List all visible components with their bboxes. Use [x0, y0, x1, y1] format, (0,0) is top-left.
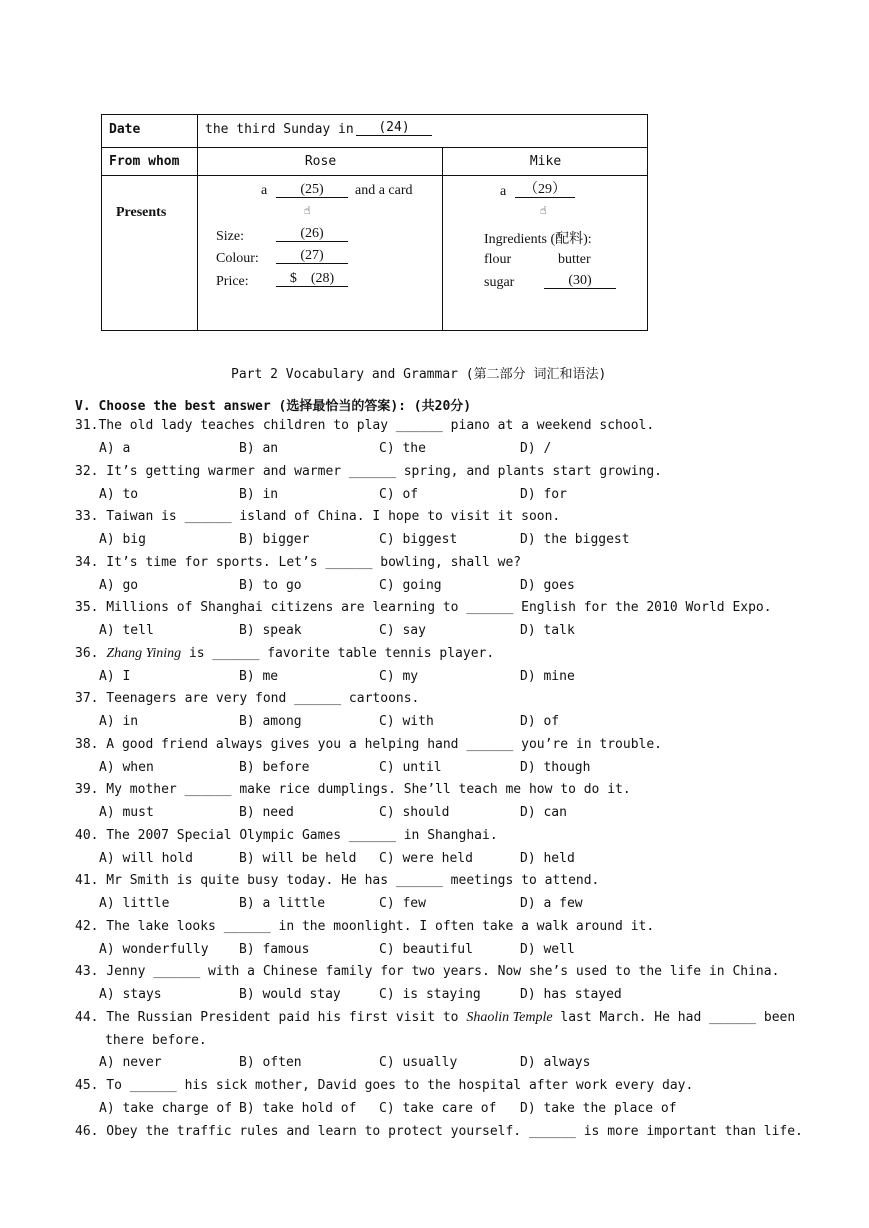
- option[interactable]: D) goes: [520, 578, 575, 593]
- question-44-text-a: 44. The Russian President paid his first visit to: [75, 1010, 467, 1025]
- mike-presents-cell: [443, 176, 648, 331]
- option[interactable]: D) take the place of: [520, 1101, 677, 1116]
- option[interactable]: B) before: [239, 760, 310, 775]
- option[interactable]: B) bigger: [239, 532, 310, 547]
- question-44-italic: Shaolin Temple: [466, 1010, 553, 1025]
- question: 37. Teenagers are very fond ______ cartoons.: [75, 691, 420, 706]
- blank-30: (30): [544, 274, 616, 289]
- option[interactable]: B) famous: [239, 942, 310, 957]
- option[interactable]: A) tell: [99, 623, 154, 638]
- question: [75, 646, 494, 662]
- option[interactable]: A) in: [99, 714, 139, 729]
- option[interactable]: D) has stayed: [520, 987, 622, 1002]
- option[interactable]: D) can: [520, 805, 567, 820]
- option[interactable]: B) take hold of: [239, 1101, 357, 1116]
- question: 34. It’s time for sports. Let’s ______ bowling, shall we?: [75, 555, 522, 570]
- option[interactable]: C) biggest: [379, 532, 458, 547]
- ingredient-sugar: sugar: [484, 275, 515, 290]
- option[interactable]: C) of: [379, 487, 419, 502]
- option[interactable]: A) I: [99, 669, 131, 684]
- blank-29: （29）: [515, 183, 575, 198]
- option[interactable]: D) well: [520, 942, 575, 957]
- question: 31.The old lady teaches children to play ______ piano at a weekend school.: [75, 418, 655, 433]
- from-rose: Rose: [304, 154, 337, 169]
- question: 32. It’s getting warmer and warmer ______ spring, and plants start growing.: [75, 464, 662, 479]
- option[interactable]: B) a little: [239, 896, 326, 911]
- option[interactable]: D) talk: [520, 623, 575, 638]
- question-45: 45. To ______ his sick mother, David goes to the hospital after work every day.: [75, 1078, 694, 1093]
- from-mike: Mike: [529, 154, 562, 169]
- option[interactable]: A) little: [99, 896, 170, 911]
- question-46: 46. Obey the traffic rules and learn to protect yourself. ______ is more important than life.: [75, 1124, 803, 1139]
- question-44: [75, 1010, 795, 1026]
- option[interactable]: A) a: [99, 441, 131, 456]
- option[interactable]: B) will be held: [239, 851, 357, 866]
- question: 40. The 2007 Special Olympic Games ______ in Shanghai.: [75, 828, 498, 843]
- option[interactable]: A) will hold: [99, 851, 193, 866]
- option[interactable]: C) with: [379, 714, 434, 729]
- option[interactable]: B) an: [239, 441, 279, 456]
- hand-icon: ☝: [540, 204, 547, 217]
- option[interactable]: C) say: [379, 623, 426, 638]
- blank-28: $ (28): [276, 272, 348, 287]
- from-label: From whom: [109, 154, 180, 169]
- rose-a: a: [261, 183, 268, 198]
- option[interactable]: C) my: [379, 669, 419, 684]
- question: 39. My mother ______ make rice dumplings. She’ll teach me how to do it.: [75, 782, 631, 797]
- option[interactable]: B) in: [239, 487, 279, 502]
- option[interactable]: D) a few: [520, 896, 583, 911]
- option[interactable]: B) me: [239, 669, 279, 684]
- option[interactable]: A) big: [99, 532, 146, 547]
- blank-27: (27): [276, 249, 348, 264]
- blank-26: (26): [276, 227, 348, 242]
- question: 38. A good friend always gives you a helping hand ______ you’re in trouble.: [75, 737, 662, 752]
- presents-label: Presents: [116, 205, 167, 220]
- option[interactable]: A) go: [99, 578, 139, 593]
- option[interactable]: C) take care of: [379, 1101, 497, 1116]
- question: 33. Taiwan is ______ island of China. I hope to visit it soon.: [75, 509, 561, 524]
- question-text: is ______ favorite table tennis player.: [181, 646, 495, 661]
- option[interactable]: C) usually: [379, 1055, 458, 1070]
- rose-and-card: and a card: [355, 183, 413, 198]
- date-label-cell: [102, 115, 198, 148]
- ingredient-flour: flour: [484, 252, 512, 267]
- question: 43. Jenny ______ with a Chinese family for two years. Now she’s used to the life in China.: [75, 964, 780, 979]
- option[interactable]: D) mine: [520, 669, 575, 684]
- option[interactable]: B) often: [239, 1055, 302, 1070]
- blank-24: (24): [356, 121, 432, 136]
- question-44-line2: there before.: [105, 1033, 207, 1048]
- date-label: Date: [109, 122, 141, 137]
- option[interactable]: B) to go: [239, 578, 302, 593]
- question-44-text-b: last March. He had ______ been: [552, 1010, 796, 1025]
- option[interactable]: C) the: [379, 441, 426, 456]
- option[interactable]: C) few: [379, 896, 426, 911]
- part-title: Part 2 Vocabulary and Grammar (第二部分 词汇和语法): [231, 367, 607, 382]
- option[interactable]: A) never: [99, 1055, 162, 1070]
- option[interactable]: B) among: [239, 714, 302, 729]
- rose-presents-cell: [198, 176, 443, 331]
- date-value-cell: [198, 115, 648, 148]
- date-value: the third Sunday in: [205, 122, 354, 137]
- section-title: V. Choose the best answer (选择最恰当的答案): (共20分): [75, 399, 472, 414]
- option[interactable]: C) were held: [379, 851, 473, 866]
- ingredients-label: Ingredients (配料):: [484, 232, 592, 247]
- option[interactable]: C) beautiful: [379, 942, 473, 957]
- option[interactable]: C) should: [379, 805, 450, 820]
- option[interactable]: D) held: [520, 851, 575, 866]
- option[interactable]: A) to: [99, 487, 139, 502]
- option[interactable]: C) is staying: [379, 987, 481, 1002]
- colour-label: Colour:: [216, 251, 259, 266]
- question: 35. Millions of Shanghai citizens are learning to ______ English for the 2010 World Expo.: [75, 600, 772, 615]
- question-text: 36.: [75, 646, 107, 661]
- size-label: Size:: [216, 229, 244, 244]
- blank-25: (25): [276, 183, 348, 198]
- option[interactable]: A) stays: [99, 987, 162, 1002]
- option[interactable]: A) take charge of: [99, 1101, 233, 1116]
- option[interactable]: A) when: [99, 760, 154, 775]
- question: 41. Mr Smith is quite busy today. He has ______ meetings to attend.: [75, 873, 600, 888]
- option[interactable]: B) speak: [239, 623, 302, 638]
- option[interactable]: D) for: [520, 487, 567, 502]
- ingredient-butter: butter: [558, 252, 591, 267]
- option[interactable]: D) always: [520, 1055, 591, 1070]
- option[interactable]: B) would stay: [239, 987, 341, 1002]
- option[interactable]: D) /: [520, 441, 552, 456]
- option[interactable]: C) until: [379, 760, 442, 775]
- hand-icon: ☝: [304, 204, 311, 217]
- presents-label-cell: [102, 176, 198, 331]
- option[interactable]: D) the biggest: [520, 532, 630, 547]
- option[interactable]: A) wonderfully: [99, 942, 209, 957]
- info-table: [101, 114, 648, 331]
- option[interactable]: C) going: [379, 578, 442, 593]
- option[interactable]: D) of: [520, 714, 560, 729]
- from-rose-cell: [198, 148, 443, 176]
- option[interactable]: B) need: [239, 805, 294, 820]
- mike-a: a: [500, 184, 507, 199]
- question: 42. The lake looks ______ in the moonlight. I often take a walk around it.: [75, 919, 655, 934]
- option[interactable]: A) must: [99, 805, 154, 820]
- option[interactable]: D) though: [520, 760, 591, 775]
- from-mike-cell: [443, 148, 648, 176]
- from-label-cell: [102, 148, 198, 176]
- price-label: Price:: [216, 274, 249, 289]
- question-italic: Zhang Yining: [106, 646, 182, 661]
